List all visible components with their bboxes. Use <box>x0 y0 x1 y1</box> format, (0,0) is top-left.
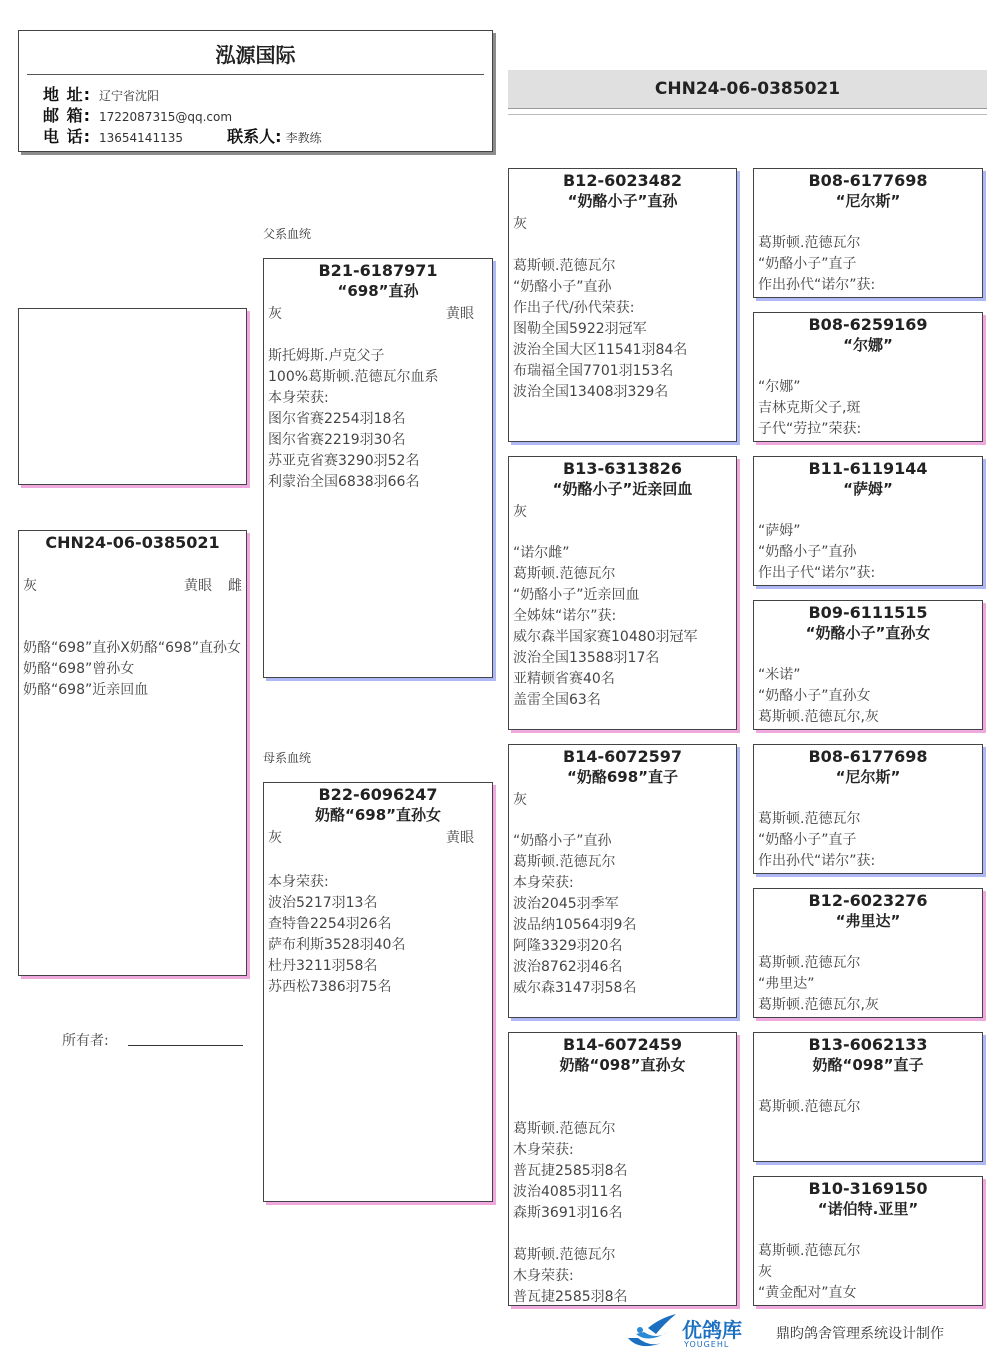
grandparent-ring-number: B12-6023482 <box>562 171 683 190</box>
dam-ring-number: B22-6096247 <box>318 785 438 804</box>
logo-name: 优鸽库 <box>682 1320 742 1342</box>
great-grandparent-description: “米诺” “奶酪小子”直孙女 葛斯顿.范德瓦尔,灰 <box>758 667 879 725</box>
grandparent-description: 葛斯顿.范德瓦尔 木身荣获: 普瓦捷2585羽8名 波治4085羽11名 森斯3691羽16名 葛斯顿.范德瓦尔 木身荣获: 普瓦捷2585羽8名 <box>513 1121 628 1305</box>
subject-note-line: 奶酪“698”曾孙女 <box>23 661 135 677</box>
great-grandparent-name: “尼尔斯” <box>835 192 901 210</box>
dam-line-label: 母系血统 <box>263 751 312 765</box>
grandparent-color: 灰 <box>513 792 527 808</box>
phone-row <box>43 128 322 148</box>
grandparent-name: “奶酪小子”近亲回血 <box>552 480 693 498</box>
grandparent-color: 灰 <box>513 216 527 232</box>
great-grandparent-name: “奶酪小子”直孙女 <box>805 624 931 642</box>
sire-name: “698”直孙 <box>337 282 419 300</box>
club-header-card <box>18 30 493 152</box>
subject-color: 灰 <box>23 578 37 594</box>
header-divider <box>27 74 484 75</box>
contact-value: 李教练 <box>285 131 322 145</box>
email-label: 邮 箱: <box>43 106 91 125</box>
great-grandparent-card <box>753 1032 983 1162</box>
great-grandparent-name: “萨姆” <box>843 480 893 498</box>
owner-label: 所有者: <box>62 1033 109 1049</box>
great-grandparent-description: 葛斯顿.范德瓦尔 “弗里达” 葛斯顿.范德瓦尔,灰 <box>758 955 879 1013</box>
contact-label: 联系人: <box>227 127 282 146</box>
subject-notes <box>23 638 242 701</box>
subject-sex: 雌 <box>228 578 242 594</box>
great-grandparent-card <box>753 888 983 1018</box>
address-row <box>43 86 159 106</box>
address-label: 地 址: <box>43 85 91 104</box>
dam-color: 灰 <box>268 830 282 846</box>
great-grandparent-description: 葛斯顿.范德瓦尔 “奶酪小子”直子 作出孙代“诺尔”获: <box>758 235 876 293</box>
great-grandparent-name: “尔娜” <box>843 336 893 354</box>
sire-color: 灰 <box>268 306 282 322</box>
grandparent-card <box>508 456 737 730</box>
subject-note-line: 奶酪“698”近亲回血 <box>23 682 149 698</box>
grandparent-ring-number: B13-6313826 <box>562 459 683 478</box>
great-grandparent-ring-number: B13-6062133 <box>808 1035 928 1054</box>
great-grandparent-card <box>753 744 983 874</box>
great-grandparent-description: 葛斯顿.范德瓦尔 <box>758 1099 861 1115</box>
top-ring-banner: CHN24-06-0385021 <box>508 70 987 109</box>
grandparent-color: 灰 <box>513 504 527 520</box>
great-grandparent-name: “弗里达” <box>835 912 901 930</box>
sire-description: 斯托姆斯.卢克父子 100%葛斯顿.范德瓦尔血系 本身荣获: 图尔省赛2254羽18名 图尔省赛2219羽30名 苏亚克省赛3290羽52名 利蒙治全国6838羽66名 <box>268 348 439 490</box>
subject-pigeon-card <box>18 530 247 976</box>
pigeon-swirl-icon <box>620 1308 680 1358</box>
sire-ring-number: B21-6187971 <box>318 261 438 280</box>
footer-credit: 鼎昀鸽舍管理系统设计制作 <box>776 1326 944 1342</box>
great-grandparent-name: “尼尔斯” <box>835 768 901 786</box>
phone-label: 电 话: <box>43 127 91 146</box>
subject-eye: 黄眼 <box>184 578 212 594</box>
phone-value: 13654141135 <box>99 131 183 145</box>
great-grandparent-name: “诺伯特.亚里” <box>817 1200 919 1218</box>
great-grandparent-description: “尔娜” 吉林克斯父子,斑 子代“劳拉”荣获: <box>758 379 862 437</box>
dam-name: 奶酪“698”直孙女 <box>314 806 442 824</box>
logo-subtitle: YOUGEHL <box>684 1340 730 1349</box>
great-grandparent-description: “萨姆” “奶酪小子”直孙 作出子代“诺尔”获: <box>758 523 876 581</box>
great-grandparent-card <box>753 600 983 730</box>
dam-card <box>263 782 493 1202</box>
great-grandparent-card <box>753 312 983 442</box>
sire-card <box>263 258 493 678</box>
great-grandparent-ring-number: B08-6177698 <box>808 171 928 190</box>
great-grandparent-ring-number: B11-6119144 <box>808 459 928 478</box>
subject-ring-number: CHN24-06-0385021 <box>45 533 220 552</box>
grandparent-card <box>508 1032 737 1306</box>
pigeon-photo-frame <box>18 308 247 485</box>
great-grandparent-card <box>753 1176 983 1306</box>
grandparent-name: 奶酪“098”直孙女 <box>559 1056 686 1074</box>
yougeku-logo <box>620 1308 760 1358</box>
great-grandparent-description: 葛斯顿.范德瓦尔 灰 “黄金配对”直女 <box>758 1243 861 1301</box>
great-grandparent-description: 葛斯顿.范德瓦尔 “奶酪小子”直子 作出孙代“诺尔”获: <box>758 811 876 869</box>
email-row <box>43 107 232 127</box>
email-value: 1722087315@qq.com <box>99 110 233 124</box>
grandparent-description: 葛斯顿.范德瓦尔 “奶酪小子”直孙 作出子代/孙代荣获: 图勒全国5922羽冠军 波治全国大区11541羽84名 布瑞福全国7701羽153名 波治全国13408羽329名 <box>513 258 688 400</box>
club-name: 泓源国际 <box>215 43 296 67</box>
owner-signature-line <box>128 1045 243 1046</box>
grandparent-description: “诺尔雌” 葛斯顿.范德瓦尔 “奶酪小子”近亲回血 全姊妹“诺尔”获: 威尔森半国家赛10480羽冠军 波治全国13588羽17名 亚精顿省赛40名 盖雷全国63名 <box>513 545 698 708</box>
great-grandparent-ring-number: B08-6259169 <box>808 315 928 334</box>
great-grandparent-card <box>753 456 983 586</box>
grandparent-card <box>508 168 737 442</box>
dam-eye: 黄眼 <box>446 830 474 846</box>
grandparent-name: “奶酪小子”直孙 <box>567 192 678 210</box>
subject-attributes <box>23 575 242 595</box>
dam-description: 本身荣获: 波治5217羽13名 查特鲁2254羽26名 萨布利斯3528羽40名 杜丹3211羽58名 苏西松7386羽75名 <box>268 874 406 995</box>
great-grandparent-ring-number: B12-6023276 <box>808 891 928 910</box>
great-grandparent-ring-number: B10-3169150 <box>808 1179 928 1198</box>
grandparent-ring-number: B14-6072597 <box>562 747 683 766</box>
grandparent-card <box>508 744 737 1018</box>
great-grandparent-ring-number: B09-6111515 <box>808 603 928 622</box>
great-grandparent-ring-number: B08-6177698 <box>808 747 928 766</box>
grandparent-name: “奶酪698”直子 <box>566 768 679 786</box>
grandparent-ring-number: B14-6072459 <box>562 1035 683 1054</box>
great-grandparent-card <box>753 168 983 298</box>
sire-eye: 黄眼 <box>446 306 474 322</box>
banner-underline <box>508 114 987 115</box>
grandparent-description: “奶酪小子”直孙 葛斯顿.范德瓦尔 本身荣获: 波治2045羽季军 波品纳10564羽9名 阿隆3329羽20名 波治8762羽46名 威尔森3147羽58名 <box>513 833 637 996</box>
address-value: 辽宁省沈阳 <box>99 89 160 103</box>
subject-note-line: 奶酪“698”直孙X奶酪“698”直孙女 <box>23 640 242 656</box>
great-grandparent-name: 奶酪“098”直子 <box>812 1056 924 1074</box>
sire-line-label: 父系血统 <box>263 227 312 241</box>
